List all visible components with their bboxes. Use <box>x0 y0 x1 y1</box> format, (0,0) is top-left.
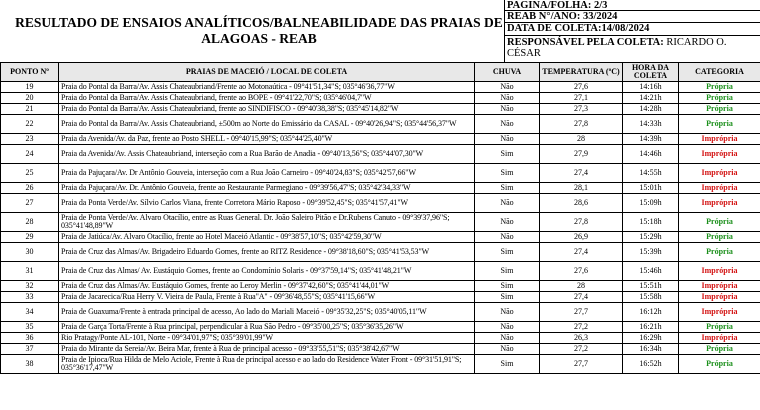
row-ponto: 25 <box>1 164 59 183</box>
table-row <box>1 164 760 183</box>
row-chuva: Sim <box>475 262 540 281</box>
col-header-ponto: PONTO Nº <box>1 63 59 82</box>
row-hora: 15:29h <box>623 232 679 243</box>
row-chuva: Sim <box>475 164 540 183</box>
row-ponto: 24 <box>1 145 59 164</box>
row-categoria: Imprópria <box>679 292 760 303</box>
row-hora: 15:01h <box>623 183 679 194</box>
row-temperatura: 27,6 <box>540 262 623 281</box>
row-hora: 14:46h <box>623 145 679 164</box>
row-categoria: Imprópria <box>679 333 760 344</box>
table-header-row <box>1 63 760 82</box>
table-row <box>1 134 760 145</box>
row-temperatura: 28,1 <box>540 183 623 194</box>
row-hora: 14:33h <box>623 115 679 134</box>
col-header-categoria: CATEGORIA <box>679 63 760 82</box>
row-ponto: 32 <box>1 281 59 292</box>
row-local: Praia da Pajuçara/Av. Dr. Antônio Gouveia, frente ao Restaurante Parmegiano - 09°39'56,47"S; 035°42'34,33"W <box>59 183 475 194</box>
row-temperatura: 27,2 <box>540 322 623 333</box>
row-ponto: 21 <box>1 104 59 115</box>
row-hora: 16:29h <box>623 333 679 344</box>
row-temperatura: 27,7 <box>540 303 623 322</box>
table-row <box>1 213 760 232</box>
row-categoria: Própria <box>679 213 760 232</box>
row-chuva: Sim <box>475 281 540 292</box>
row-ponto: 37 <box>1 344 59 355</box>
row-temperatura: 28 <box>540 134 623 145</box>
collector <box>505 36 760 62</box>
row-hora: 14:39h <box>623 134 679 145</box>
row-ponto: 34 <box>1 303 59 322</box>
row-temperatura: 27,6 <box>540 82 623 93</box>
row-local: Praia de Garça Torta/Frente à Rua principal, perpendicular à Rua São Pedro - 09°35'00,25"S; 035°36'35,26"W <box>59 322 475 333</box>
table-row <box>1 104 760 115</box>
row-temperatura: 27,4 <box>540 243 623 262</box>
page-number: PAGINA/FOLHA: 2/3 <box>505 0 760 11</box>
row-categoria: Imprópria <box>679 194 760 213</box>
row-chuva: Não <box>475 322 540 333</box>
row-hora: 14:28h <box>623 104 679 115</box>
row-local: Praia de Ipioca/Rua Hilda de Melo Aciole, Frente à Rua de principal acesso e ao lado do Residence Water Front - 09°31'51,91"S; 035°36'17,47"W <box>59 355 475 374</box>
table-row <box>1 243 760 262</box>
table-row <box>1 262 760 281</box>
row-hora: 15:09h <box>623 194 679 213</box>
row-categoria: Imprópria <box>679 134 760 145</box>
row-ponto: 19 <box>1 82 59 93</box>
row-hora: 15:18h <box>623 213 679 232</box>
row-chuva: Não <box>475 82 540 93</box>
row-temperatura: 27,4 <box>540 292 623 303</box>
row-local: Praia de Jacarecica/Rua Herry V. Vieira de Paula, Frente à Rua"A" - 09°36'48,55"S; 035°41'15,66"W <box>59 292 475 303</box>
report-title-line1: RESULTADO DE ENSAIOS ANALÍTICOS/BALNEABILIDADE DAS PRAIAS DE <box>15 15 503 30</box>
row-ponto: 26 <box>1 183 59 194</box>
table-row <box>1 194 760 213</box>
row-local: Praia da Avenida/Av. Assis Chateaubriand, interseção com a Rua Barão de Anadia - 09°40'13,56"S; 035°44'07,30"W <box>59 145 475 164</box>
report-header <box>0 0 760 62</box>
row-local: Praia da Pajuçara/Av. Dr Antônio Gouveia, interseção com a Rua João Carneiro - 09°40'24,83"S; 035°42'57,66"W <box>59 164 475 183</box>
row-hora: 16:34h <box>623 344 679 355</box>
row-categoria: Própria <box>679 322 760 333</box>
row-categoria: Imprópria <box>679 145 760 164</box>
row-hora: 14:21h <box>623 93 679 104</box>
row-temperatura: 26,9 <box>540 232 623 243</box>
row-temperatura: 27,3 <box>540 104 623 115</box>
row-categoria: Própria <box>679 93 760 104</box>
row-categoria: Própria <box>679 355 760 374</box>
row-categoria: Própria <box>679 232 760 243</box>
row-chuva: Sim <box>475 243 540 262</box>
row-categoria: Imprópria <box>679 281 760 292</box>
row-hora: 14:55h <box>623 164 679 183</box>
row-chuva: Sim <box>475 292 540 303</box>
row-local: Praia do Pontal da Barra/Av. Assis Chateaubriand, ±500m ao Norte do Emissário da CASAL - 09°40'26,94"S; 035°44'56,37"W <box>59 115 475 134</box>
table-row <box>1 333 760 344</box>
row-categoria: Própria <box>679 344 760 355</box>
table-row <box>1 93 760 104</box>
collector-label: RESPONSÁVEL PELA COLETA: <box>507 37 664 48</box>
row-categoria: Imprópria <box>679 303 760 322</box>
collector-name: RICARDO O. CÉSAR <box>507 37 727 59</box>
row-ponto: 38 <box>1 355 59 374</box>
row-categoria: Imprópria <box>679 164 760 183</box>
row-chuva: Não <box>475 115 540 134</box>
table-row <box>1 281 760 292</box>
col-header-temperatura: TEMPERATURA (ºC) <box>540 63 623 82</box>
row-local: Praia de Ponta Verde/Av. Alvaro Otacílio, entre as Ruas General. Dr. João Saleiro Pitão e Dr.Rubens Canuto - 09°39'37,96"S; 035°41'48,89"W <box>59 213 475 232</box>
row-ponto: 23 <box>1 134 59 145</box>
table-row <box>1 183 760 194</box>
row-chuva: Não <box>475 333 540 344</box>
col-header-local: PRAIAS DE MACEIÓ / LOCAL DE COLETA <box>59 63 475 82</box>
row-ponto: 22 <box>1 115 59 134</box>
row-chuva: Sim <box>475 183 540 194</box>
row-local: Praia do Pontal da Barra/Av. Assis Chateaubriand, frente ao BOPE - 09°41'22,70"S; 035°46'04,7"W <box>59 93 475 104</box>
row-ponto: 20 <box>1 93 59 104</box>
row-hora: 15:39h <box>623 243 679 262</box>
row-ponto: 29 <box>1 232 59 243</box>
row-local: Rio Pratagy/Ponte AL-101, Norte - 09°34'01,97"S; 035°39'01,99"W <box>59 333 475 344</box>
row-temperatura: 28 <box>540 281 623 292</box>
report-title <box>0 0 504 62</box>
report-title-line2: ALAGOAS - REAB <box>201 31 317 46</box>
row-chuva: Sim <box>475 145 540 164</box>
row-categoria: Própria <box>679 82 760 93</box>
row-temperatura: 27,8 <box>540 213 623 232</box>
row-ponto: 27 <box>1 194 59 213</box>
table-row <box>1 344 760 355</box>
row-categoria: Imprópria <box>679 183 760 194</box>
row-hora: 16:12h <box>623 303 679 322</box>
table-body <box>1 82 760 374</box>
row-hora: 16:21h <box>623 322 679 333</box>
row-chuva: Não <box>475 232 540 243</box>
row-temperatura: 27,2 <box>540 344 623 355</box>
row-local: Praia de Cruz das Almas/ Av. Eustáquio Gomes, frente ao Condomínio Solaris - 09°37'59,14"S; 035°41'48,21"W <box>59 262 475 281</box>
row-ponto: 31 <box>1 262 59 281</box>
row-temperatura: 27,1 <box>540 93 623 104</box>
row-chuva: Não <box>475 303 540 322</box>
row-temperatura: 27,4 <box>540 164 623 183</box>
report-meta <box>504 0 760 62</box>
row-ponto: 35 <box>1 322 59 333</box>
row-temperatura: 27,8 <box>540 115 623 134</box>
row-chuva: Não <box>475 134 540 145</box>
row-local: Praia do Pontal da Barra/Av. Assis Chateaubriand/Frente ao Motonaútica - 09°41'51,34"S; 035°46'36,77"W <box>59 82 475 93</box>
row-temperatura: 28,6 <box>540 194 623 213</box>
row-local: Praia do Pontal da Barra/Av. Assis Chateaubriand, frente ao SINDIFISCO - 09°40'38,38"S; 035°45'14,82"W <box>59 104 475 115</box>
table-row <box>1 115 760 134</box>
row-chuva: Não <box>475 93 540 104</box>
row-hora: 14:16h <box>623 82 679 93</box>
row-chuva: Não <box>475 344 540 355</box>
row-temperatura: 27,7 <box>540 355 623 374</box>
table-row <box>1 322 760 333</box>
row-local: Praia do Mirante da Sereia/Av. Beira Mar, frente à Rua de principal acesso - 09°33'55,51"S; 035°38'42,67"W <box>59 344 475 355</box>
results-table <box>0 62 760 374</box>
row-local: Praia de Cruz das Almas/Av. Eustáquio Gomes, frente ao Leroy Merlin - 09°37'42,60"S; 035°41'44,01"W <box>59 281 475 292</box>
row-local: Praia de Jatiúca/Av. Alvaro Otacílio, frente ao Hotel Maceió Atlantic - 09°38'57,10"S; 035°42'59,30"W <box>59 232 475 243</box>
row-categoria: Própria <box>679 243 760 262</box>
row-local: Praia de Cruz das Almas/Av. Brigadeiro Eduardo Gomes, frente ao RITZ Residence - 09°38'18,60"S; 035°41'53,53"W <box>59 243 475 262</box>
row-chuva: Não <box>475 194 540 213</box>
table-row <box>1 355 760 374</box>
row-ponto: 36 <box>1 333 59 344</box>
row-temperatura: 26,3 <box>540 333 623 344</box>
row-ponto: 30 <box>1 243 59 262</box>
table-row <box>1 232 760 243</box>
table-row <box>1 303 760 322</box>
table-row <box>1 82 760 93</box>
row-hora: 15:58h <box>623 292 679 303</box>
reab-number: REAB N°/ANO: 33/2024 <box>505 11 760 23</box>
row-ponto: 28 <box>1 213 59 232</box>
row-ponto: 33 <box>1 292 59 303</box>
collection-date: DATA DE COLETA:14/08/2024 <box>505 23 760 36</box>
table-row <box>1 145 760 164</box>
row-chuva: Não <box>475 104 540 115</box>
row-temperatura: 27,9 <box>540 145 623 164</box>
row-categoria: Imprópria <box>679 262 760 281</box>
row-chuva: Não <box>475 213 540 232</box>
row-hora: 16:52h <box>623 355 679 374</box>
row-categoria: Própria <box>679 104 760 115</box>
row-chuva: Sim <box>475 355 540 374</box>
col-header-chuva: CHUVA <box>475 63 540 82</box>
row-categoria: Própria <box>679 115 760 134</box>
row-hora: 15:51h <box>623 281 679 292</box>
col-header-hora: HORA DA COLETA <box>623 63 679 82</box>
row-local: Praia de Guaxuma/Frente à entrada principal de acesso, Ao lado do Mariali Maceió - 09°35'32,25"S; 035°40'05,11"W <box>59 303 475 322</box>
row-local: Praia da Avenida/Av. da Paz, frente ao Posto SHELL - 09°40'15,99"S; 035°44'25,40"W <box>59 134 475 145</box>
row-hora: 15:46h <box>623 262 679 281</box>
row-local: Praia da Ponta Verde/Av. Sílvio Carlos Viana, frente Corretora Mário Raposo - 09°39'52,45"S; 035°41'57,41"W <box>59 194 475 213</box>
table-row <box>1 292 760 303</box>
